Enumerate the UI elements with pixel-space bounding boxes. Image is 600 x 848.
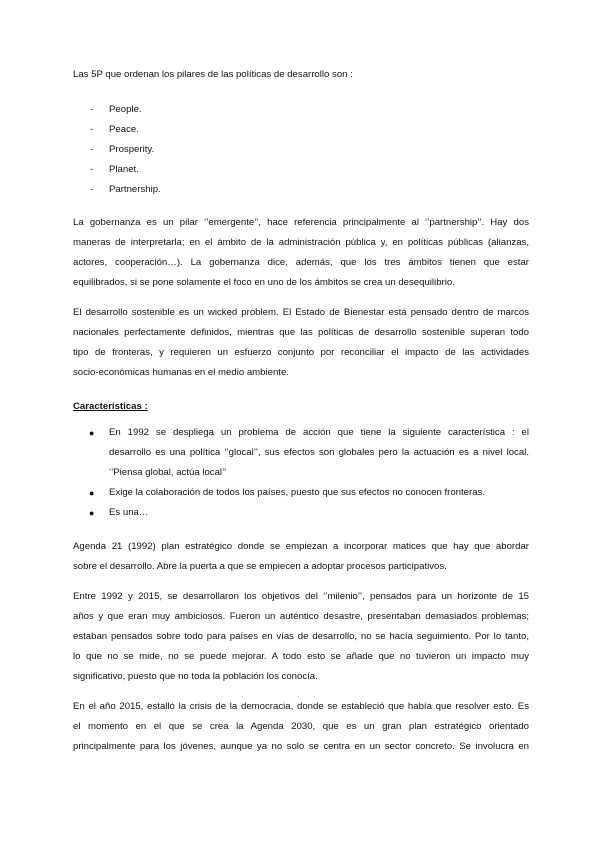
text-line: sobre el desarrollo. Abre la puerta a que se empiecen a adoptar procesos participativos. (73, 561, 447, 572)
list-item (73, 503, 529, 523)
text-line: Es una… (109, 507, 149, 518)
text-line: socio-económicas humanas en el medio ambiente. (73, 367, 289, 378)
caracteristicas-list (73, 423, 529, 523)
text-line: estaban pensados sobre todo para países en vías de desarrollo, no se hacía seguimiento. Por lo tanto, (73, 631, 529, 642)
dash-marker: - (90, 184, 94, 195)
dash-marker: - (90, 144, 94, 155)
text-line: significativo, puesto que no toda la población los conocía. (73, 671, 318, 682)
dash-marker: - (90, 164, 94, 175)
text-line: El desarrollo sostenible es un wicked problem. El Estado de Bienestar está pensado dentro de marcos (73, 307, 529, 318)
paragraph-desarrollo-sostenible (73, 303, 529, 383)
dash-marker: - (90, 124, 94, 135)
text-line: Exige la colaboración de todos los países, puesto que sus efectos no conocen fronteras. (109, 487, 485, 498)
list-item (73, 483, 529, 503)
text-line: Agenda 21 (1992) plan estratégico donde se empiezan a incorporar matices que hay que abordar (73, 541, 529, 552)
text-line: tipo de fronteras, y requieren un esfuerzo conjunto por reconciliar el impacto de las actividades (73, 347, 529, 358)
list-item-label: Planet. (109, 164, 139, 175)
text-line: En 1992 se despliega un problema de acción que tiene la siguiente característica : el (109, 427, 529, 438)
bullet-icon: ● (89, 428, 95, 438)
text-line: equilibrados, si se pone solamente el foco en uno de los ámbitos se crea un desequilibrio. (73, 277, 455, 288)
list-item-label: Partnership. (109, 184, 161, 195)
paragraph-milenio (73, 587, 529, 687)
text-line: Entre 1992 y 2015, se desarrollaron los objetivos del ‘’milenio’’, pensados para un horizonte de 15 (73, 591, 529, 602)
bullet-icon: ● (89, 488, 95, 498)
list-item-label: Peace. (109, 124, 139, 135)
list-item-label: People. (109, 104, 142, 115)
text-line: años y que eran muy ambiciosos. Fueron un auténtico desastre, presentaban demasiados problemas; (73, 611, 529, 622)
paragraph-agenda21 (73, 537, 529, 577)
list-item-label: Prosperity. (109, 144, 155, 155)
text-line: actores, cooperación…). La gobernanza dice, además, que los tres ámbitos tienen que estar (73, 257, 529, 268)
text-line: ‘’Piensa global, actúa local’’ (109, 467, 227, 478)
section-heading: Características : (73, 401, 148, 412)
text-line: principalmente para los jóvenes, aunque ya no solo se centra en un sector concreto. Se involucra en (73, 741, 529, 752)
text-line: La gobernanza es un pilar ‘’emergente’’, hace referencia principalmente al ‘’partnership’’. Hay dos (73, 217, 529, 228)
text-line: En el año 2015, estalló la crisis de la democracia, donde se estableció que había que resolver esto. Es (73, 701, 529, 712)
intro-text: Las 5P que ordenan los pilares de las políticas de desarrollo son : (73, 69, 353, 80)
list-item (73, 423, 529, 483)
dash-marker: - (90, 104, 94, 115)
text-line: maneras de interpretarla; en el ámbito de la administración pública y, en políticas públicas (alianzas, (73, 237, 529, 248)
paragraph-agenda2030 (73, 697, 529, 757)
text-line: lo que no se mide, no se puede mejorar. A todo esto se añade que no tuvieron un impacto muy (73, 651, 529, 662)
bullet-icon: ● (89, 508, 95, 518)
text-line: el momento en el que se crea la Agenda 2030, que es un gran plan estratégico orientado (73, 721, 529, 732)
text-line: nacionales perfectamente definidos, mientras que las políticas de desarrollo sostenible superan todo (73, 327, 529, 338)
text-line: desarrollo es una política ‘’glocal’’, sus efectos son globales pero la actuación es a nivel local. (109, 447, 529, 458)
paragraph-gobernanza (73, 213, 529, 293)
